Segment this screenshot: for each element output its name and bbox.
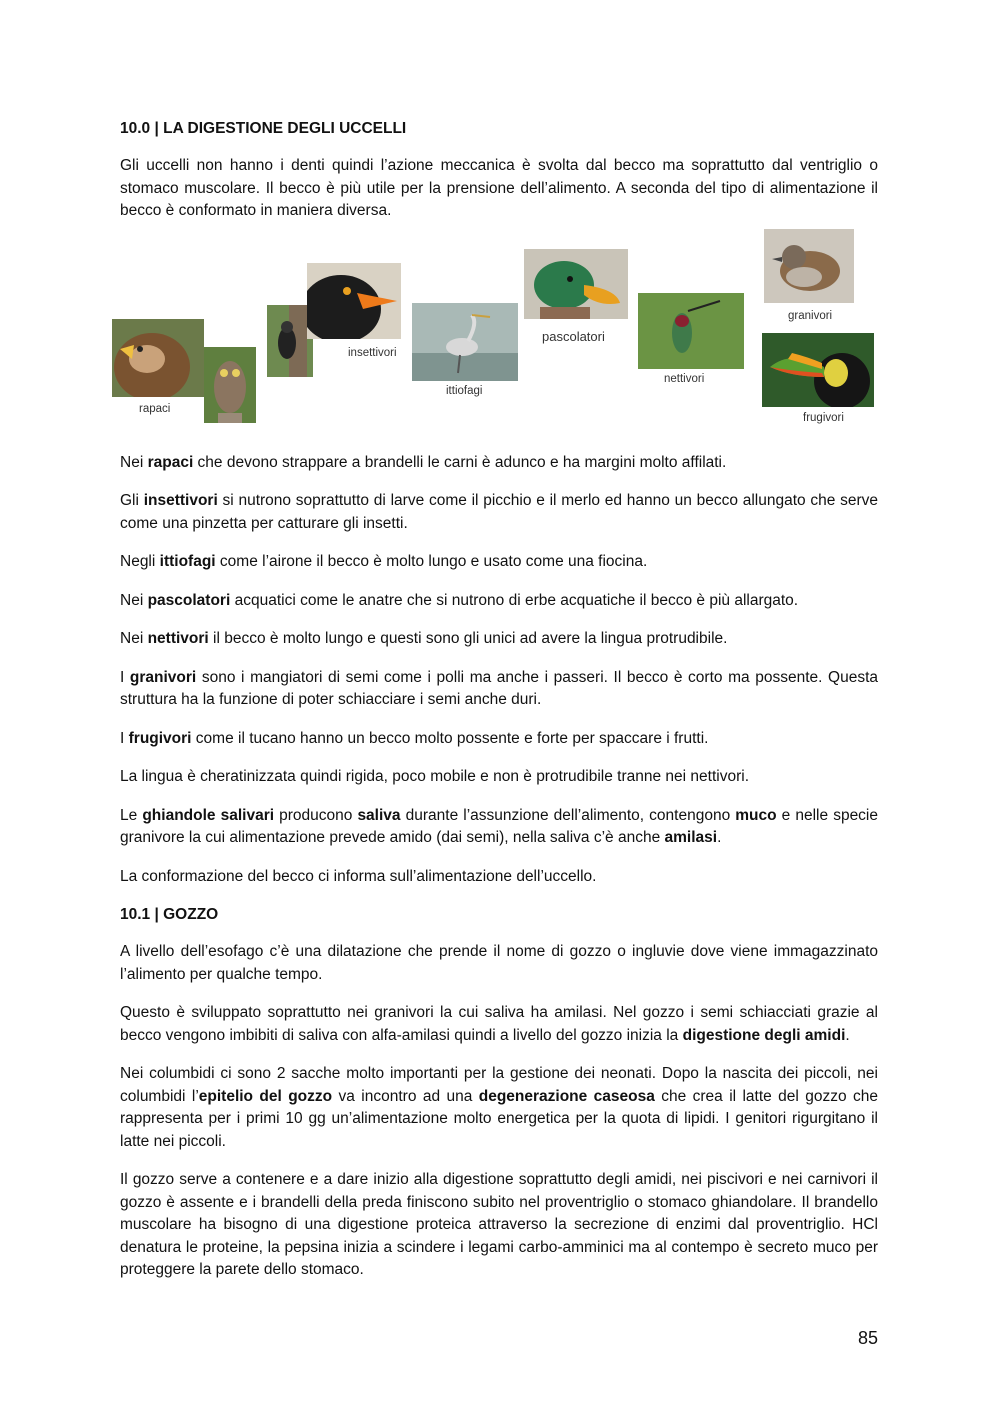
- paragraph-gozzo-1: A livello dell’esofago c’è una dilatazione che prende il nome di gozzo o ingluvie dove viene immagazzinato l’alimento per qualche tempo.: [120, 943, 878, 983]
- label-rapaci: rapaci: [139, 402, 171, 415]
- label-nettivori: nettivori: [664, 372, 705, 385]
- paragraph-gozzo-4: Il gozzo serve a contenere e a dare inizio alla digestione soprattutto degli amidi, nei piscivori e nei carnivori il gozzo è assente e i brandelli della preda finiscono subito nel proventriglio o stomaco ghiandolare. Il brandello muscolare ha bisogno di una digestione proteica attraverso la secrezione di enzimi dal proventriglio. HCl denatura le proteine, la pepsina inizia a scindere i legami carbo-amminici ma al contempo è secreto muco per proteggere la parete dello stomaco.: [120, 1171, 878, 1278]
- paragraph-granivori: I granivori sono i mangiatori di semi come i polli ma anche i passeri. Il becco è corto ma possente. Questa struttura ha la funzione di poter schiacciare i semi anche duri.: [120, 668, 878, 708]
- blackbird-image: [307, 263, 401, 339]
- owl-image: [204, 347, 256, 423]
- paragraph-gozzo-3: Nei columbidi ci sono 2 sacche molto importanti per la gestione dei neonati. Dopo la nascita dei piccoli, nei columbidi l’epitelio del gozzo va incontro ad una degenerazione caseosa che crea il latte del gozzo che rappresenta per i primi 10 gg un’alimentazione molto energetica per la quota di lipidi. I genitori rigurgitano il latte nei piccoli.: [120, 1065, 879, 1150]
- section-title-gozzo: 10.1 | GOZZO: [120, 906, 219, 923]
- paragraph-conformazione: La conformazione del becco ci informa sull’alimentazione dell’uccello.: [120, 867, 597, 885]
- page-number: 85: [857, 1328, 878, 1348]
- heron-image: [412, 303, 518, 381]
- bird-beaks-figure: [112, 235, 892, 440]
- page-content: [120, 118, 878, 1298]
- label-frugivori: frugivori: [803, 411, 844, 424]
- paragraph-ghiandole: Le ghiandole salivari producono saliva durante l’assunzione dell’alimento, contengono muco e nelle specie granivore la cui alimentazione prevede amido (dai semi), nella saliva c’è anche amilasi.: [120, 806, 878, 846]
- eagle-image: [112, 319, 204, 397]
- label-pascolatori: pascolatori: [542, 328, 605, 344]
- paragraph-insettivori: Gli insettivori si nutrono soprattutto di larve come il picchio e il merlo ed hanno un becco allungato che serve come una pinzetta per catturare gli insetti.: [120, 492, 879, 532]
- sparrow-image: [764, 229, 854, 303]
- label-granivori: granivori: [788, 309, 833, 322]
- intro-paragraph: Gli uccelli non hanno i denti quindi l’azione meccanica è svolta dal becco ma soprattutto dal ventriglio o stomaco muscolare. Il becco è più utile per la prensione dell’alimento. A seconda del tipo di alimentazione il becco è conformato in maniera diversa.: [120, 157, 878, 219]
- paragraph-nettivori: Nei nettivori il becco è molto lungo e questi sono gli unici ad avere la lingua protrudibile.: [120, 630, 728, 647]
- label-insettivori: insettivori: [348, 346, 397, 359]
- paragraph-pascolatori: Nei pascolatori acquatici come le anatre che si nutrono di erbe acquatiche il becco è più allargato.: [120, 591, 799, 609]
- label-ittiofagi: ittiofagi: [446, 384, 483, 397]
- toucan-image: [762, 333, 874, 407]
- hummingbird-image: [638, 293, 744, 369]
- paragraph-rapaci: Nei rapaci che devono strappare a brandelli le carni è adunco e ha margini molto affilati.: [120, 453, 727, 471]
- paragraph-gozzo-2: Questo è sviluppato soprattutto nei granivori la cui saliva ha amilasi. Nel gozzo i semi schiacciati grazie al becco vengono imbibiti di saliva con alfa-amilasi quindi a livello del gozzo inizia la digestione degli amidi.: [120, 1004, 878, 1044]
- duck-image: [524, 249, 628, 319]
- section-title: 10.0 | LA DIGESTIONE DEGLI UCCELLI: [120, 120, 407, 137]
- paragraph-lingua: La lingua è cheratinizzata quindi rigida, poco mobile e non è protrudibile tranne nei nettivori.: [120, 768, 750, 785]
- paragraph-frugivori: I frugivori come il tucano hanno un becco molto possente e forte per spaccare i frutti.: [120, 729, 709, 747]
- paragraph-ittiofagi: Negli ittiofagi come l’airone il becco è molto lungo e usato come una fiocina.: [120, 553, 648, 570]
